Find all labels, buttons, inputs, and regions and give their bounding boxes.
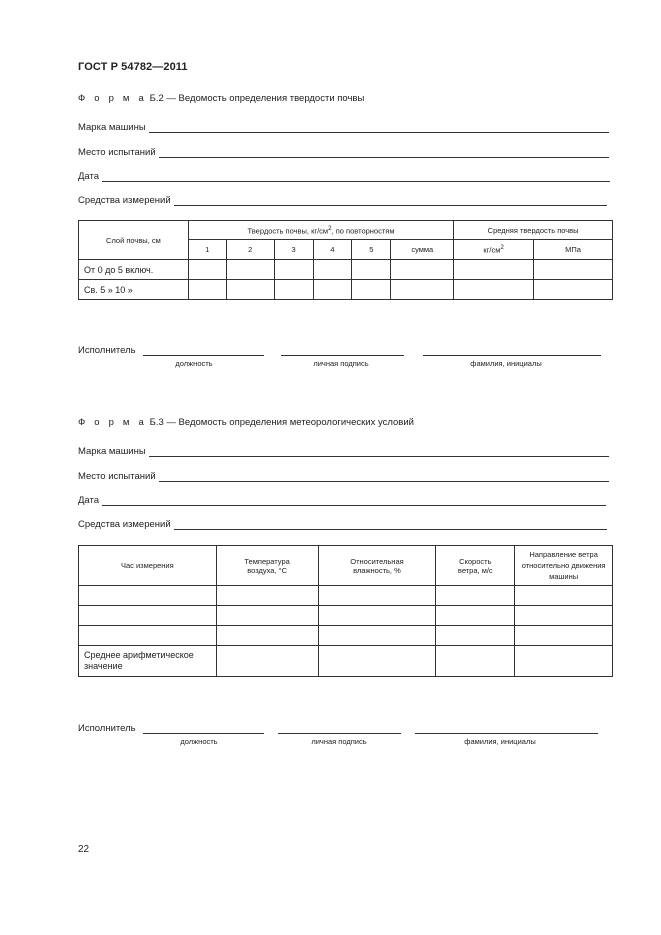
form-b2-field-instruments[interactable] xyxy=(78,195,607,206)
field-label: Место испытаний xyxy=(78,147,156,158)
table-cell[interactable] xyxy=(534,280,613,300)
col-header-wind-direction: Направление ветра относительно движения машины xyxy=(515,546,613,586)
signature-line-name[interactable] xyxy=(423,355,601,356)
table-cell[interactable] xyxy=(391,280,454,300)
form-b3-title xyxy=(78,417,414,428)
table-cell[interactable] xyxy=(436,606,515,626)
form-b2-signature-label: Исполнитель xyxy=(78,345,136,356)
table-cell[interactable] xyxy=(313,260,352,280)
fill-line[interactable] xyxy=(159,472,609,482)
signature-line-name[interactable] xyxy=(415,733,598,734)
col-sub: 5 xyxy=(352,240,391,260)
table-row xyxy=(79,606,613,626)
col-sub-kg: $кг/см^2$ xyxy=(454,240,534,260)
col-header-temperature: Температура воздуха, °С xyxy=(216,546,318,586)
col-header-hardness: Твердость почвы, $кг/см^2$, по повторностям xyxy=(188,221,453,240)
row-label: От 0 до 5 включ. xyxy=(79,260,189,280)
table-row xyxy=(79,586,613,606)
col-sub: 2 xyxy=(226,240,274,260)
caption-position: должность xyxy=(175,359,213,368)
table-cell[interactable] xyxy=(188,260,226,280)
table-cell[interactable] xyxy=(226,260,274,280)
table-row xyxy=(79,260,613,280)
caption-signature: личная подпись xyxy=(311,737,367,746)
fill-line[interactable] xyxy=(102,496,606,506)
table-cell[interactable] xyxy=(318,646,436,677)
table-cell[interactable] xyxy=(352,260,391,280)
table-cell[interactable] xyxy=(318,606,436,626)
table-row xyxy=(79,280,613,300)
form-b2-table xyxy=(78,220,613,300)
col-header-humidity: Относительная влажность, % xyxy=(318,546,436,586)
table-cell[interactable] xyxy=(216,586,318,606)
table-cell[interactable] xyxy=(454,280,534,300)
field-label: Дата xyxy=(78,171,100,182)
col-sub-mpa: МПа xyxy=(534,240,613,260)
form-b2-title-prefix: Ф о р м а xyxy=(78,93,147,104)
form-b3-title-text: Б.3 — Ведомость определения метеорологических условий xyxy=(149,417,414,428)
col-sub: 4 xyxy=(313,240,352,260)
form-b3-title-prefix: Ф о р м а xyxy=(78,417,147,428)
fill-line[interactable] xyxy=(174,196,607,206)
form-b2-field-place[interactable] xyxy=(78,147,609,158)
caption-name: фамилия, инициалы xyxy=(464,737,536,746)
table-cell[interactable] xyxy=(515,646,613,677)
signature-line-signature[interactable] xyxy=(281,355,404,356)
form-b3-signature-label: Исполнитель xyxy=(78,723,136,734)
col-header-hour: Час измерения xyxy=(79,546,217,586)
fill-line[interactable] xyxy=(174,520,607,530)
col-header-wind-speed: Скорость ветра, м/с xyxy=(436,546,515,586)
field-label: Средства измерений xyxy=(78,195,171,206)
table-cell[interactable] xyxy=(352,280,391,300)
form-b2-field-date[interactable] xyxy=(78,171,610,182)
fill-line[interactable] xyxy=(159,148,609,158)
table-cell[interactable] xyxy=(274,260,313,280)
table-cell[interactable] xyxy=(313,280,352,300)
table-cell[interactable] xyxy=(391,260,454,280)
caption-name: фамилия, инициалы xyxy=(470,359,542,368)
form-b2-title xyxy=(78,93,364,104)
form-b3-field-place[interactable] xyxy=(78,471,609,482)
fill-line[interactable] xyxy=(102,172,610,182)
row-label-average: Среднее арифметическое значение xyxy=(79,646,217,677)
field-label: Марка машины xyxy=(78,122,146,133)
page-number: 22 xyxy=(78,844,90,855)
table-cell[interactable] xyxy=(515,586,613,606)
table-cell[interactable] xyxy=(318,586,436,606)
field-label: Дата xyxy=(78,495,100,506)
table-cell[interactable] xyxy=(216,646,318,677)
table-cell[interactable] xyxy=(79,586,217,606)
field-label: Место испытаний xyxy=(78,471,156,482)
table-cell[interactable] xyxy=(436,586,515,606)
document-header: ГОСТ Р 54782—2011 xyxy=(78,61,188,73)
signature-line-position[interactable] xyxy=(143,355,264,356)
col-sub: сумма xyxy=(391,240,454,260)
table-cell[interactable] xyxy=(318,626,436,646)
col-header-layer: Слой почвы, см xyxy=(79,221,189,260)
table-cell[interactable] xyxy=(216,606,318,626)
table-cell[interactable] xyxy=(226,280,274,300)
col-header-average: Средняя твердость почвы xyxy=(454,221,613,240)
form-b3-field-date[interactable] xyxy=(78,495,606,506)
caption-signature: личная подпись xyxy=(313,359,369,368)
field-label: Средства измерений xyxy=(78,519,171,530)
table-cell[interactable] xyxy=(515,606,613,626)
signature-line-signature[interactable] xyxy=(278,733,401,734)
form-b3-field-machine[interactable] xyxy=(78,446,609,457)
table-cell[interactable] xyxy=(274,280,313,300)
table-cell[interactable] xyxy=(436,646,515,677)
row-label: Св. 5 » 10 » xyxy=(79,280,189,300)
form-b2-field-machine[interactable] xyxy=(78,122,609,133)
col-sub: 1 xyxy=(188,240,226,260)
field-label: Марка машины xyxy=(78,446,146,457)
table-row xyxy=(79,626,613,646)
form-b3-field-instruments[interactable] xyxy=(78,519,607,530)
col-sub: 3 xyxy=(274,240,313,260)
table-cell[interactable] xyxy=(79,626,217,646)
table-cell[interactable] xyxy=(188,280,226,300)
table-cell[interactable] xyxy=(79,606,217,626)
form-b3-table xyxy=(78,545,613,677)
table-row xyxy=(79,646,613,677)
form-b2-title-text: Б.2 — Ведомость определения твердости почвы xyxy=(149,93,365,104)
table-cell[interactable] xyxy=(534,260,613,280)
table-cell[interactable] xyxy=(515,626,613,646)
table-cell[interactable] xyxy=(454,260,534,280)
table-cell[interactable] xyxy=(436,626,515,646)
signature-line-position[interactable] xyxy=(143,733,264,734)
table-cell[interactable] xyxy=(216,626,318,646)
fill-line[interactable] xyxy=(149,447,609,457)
fill-line[interactable] xyxy=(149,123,609,133)
caption-position: должность xyxy=(180,737,218,746)
